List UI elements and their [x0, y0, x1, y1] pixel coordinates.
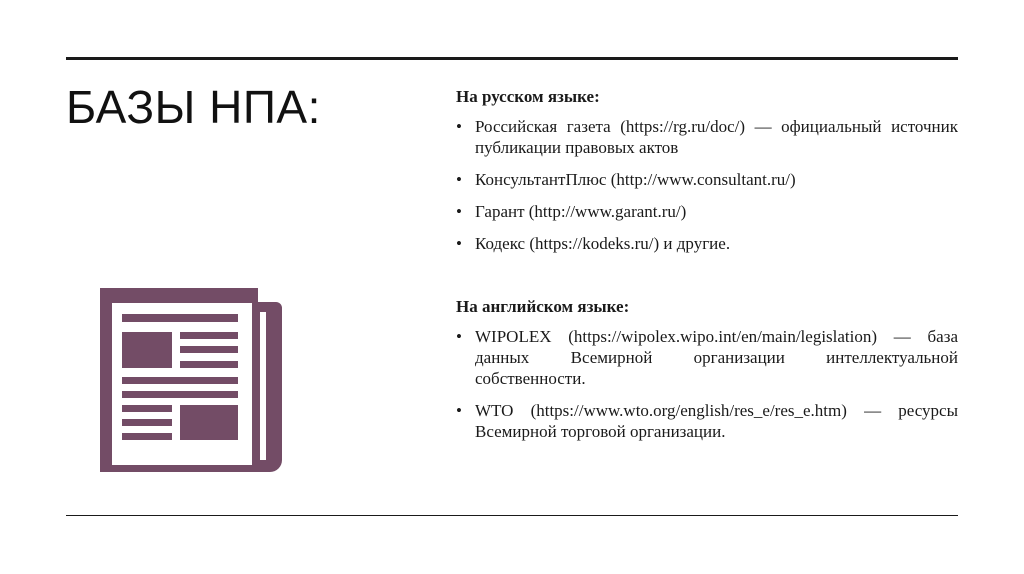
bullet: •	[456, 117, 462, 136]
bullet: •	[456, 327, 462, 346]
list-item-text: КонсультантПлюс (http://www.consultant.ru/)	[475, 170, 796, 189]
list-item	[456, 116, 958, 158]
list-item	[456, 400, 958, 442]
section-spacer	[456, 265, 958, 296]
content-column	[456, 86, 958, 453]
list-item-text: Кодекс (https://kodeks.ru/) и другие.	[475, 234, 731, 253]
top-divider	[66, 57, 958, 60]
list-item-text: WTO (https://www.wto.org/english/res_e/res_e.htm) — ресурсы Всемирной торговой организации.	[475, 401, 958, 441]
newspaper-icon	[100, 288, 282, 472]
bottom-divider	[66, 515, 958, 516]
bullet: •	[456, 401, 462, 420]
list-item-text: WIPOLEX (https://wipolex.wipo.int/en/main/legislation) — база данных Всемирной организации интеллектуальной собственности.	[475, 327, 958, 388]
russian-section-heading: На русском языке:	[456, 87, 600, 106]
bullet: •	[456, 170, 462, 189]
list-item-text: Российская газета (https://rg.ru/doc/) — официальный источник публикации правовых актов	[475, 117, 958, 157]
list-item-text: Гарант (http://www.garant.ru/)	[475, 202, 687, 221]
list-item	[456, 233, 958, 254]
list-item	[456, 201, 958, 222]
english-databases-list	[456, 326, 958, 442]
list-item	[456, 169, 958, 190]
bullet: •	[456, 234, 462, 253]
bullet: •	[456, 202, 462, 221]
list-item	[456, 326, 958, 389]
english-section-heading: На английском языке:	[456, 297, 630, 316]
russian-databases-list	[456, 116, 958, 254]
slide-title: БАЗЫ НПА:	[66, 81, 321, 133]
